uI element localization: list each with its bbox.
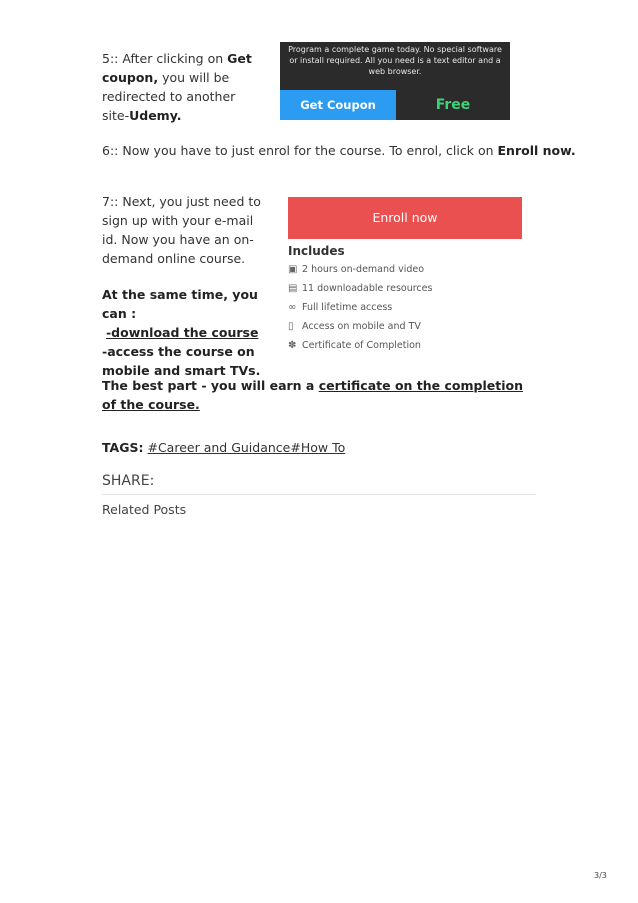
step-5-text: 5:: After clicking on Get coupon, you will be redirected to another site-Udemy. <box>102 51 252 123</box>
promo-text: Program a complete game today. No special software or install required. All you need is a text editor and a web browser. <box>280 42 510 90</box>
download-course-link[interactable]: -download the course <box>105 325 259 340</box>
coupon-screenshot <box>276 42 535 124</box>
step-6-text: 6:: Now you have to just enrol for the course. To enrol, click on Enroll now. <box>102 143 576 158</box>
include-item: ▯ Access on mobile and TV <box>288 321 421 332</box>
enroll-screenshot <box>276 180 535 360</box>
step-7-text: 7:: Next, you just need to sign up with your e-mail id. Now you have an on-demand online course. <box>102 194 261 266</box>
best-part-text: The best part - you will earn a certificate on the completion of the course. <box>102 378 523 412</box>
tags-label: TAGS: <box>102 440 144 455</box>
tags-line <box>102 440 345 455</box>
file-icon: ▤ <box>288 283 298 294</box>
mobile-icon: ▯ <box>288 321 294 332</box>
share-label: SHARE: <box>102 473 155 489</box>
free-price-label: Free <box>396 90 510 120</box>
video-icon: ▣ <box>288 264 298 275</box>
enroll-now-button: Enroll now <box>288 197 522 239</box>
include-item: ▤ 11 downloadable resources <box>288 283 433 294</box>
divider <box>102 494 536 495</box>
related-posts-heading: Related Posts <box>102 502 187 517</box>
benefits-list <box>102 285 272 380</box>
certificate-icon: ✽ <box>288 340 297 351</box>
page-number: 3/3 <box>594 871 607 880</box>
benefits-heading: At the same time, you can : <box>102 287 258 321</box>
include-item: ∞ Full lifetime access <box>288 302 393 313</box>
access-course-item: -access the course on mobile and smart TVs. <box>102 344 261 378</box>
certificate-link[interactable]: certificate on the completion of the course. <box>102 378 523 412</box>
includes-heading: Includes <box>288 244 345 258</box>
include-item: ▣ 2 hours on-demand video <box>288 264 425 275</box>
get-coupon-button: Get Coupon <box>280 90 396 120</box>
infinity-icon: ∞ <box>288 302 297 313</box>
include-item: ✽ Certificate of Completion <box>288 340 421 351</box>
tags-link[interactable]: #Career and Guidance#How To <box>147 440 346 455</box>
